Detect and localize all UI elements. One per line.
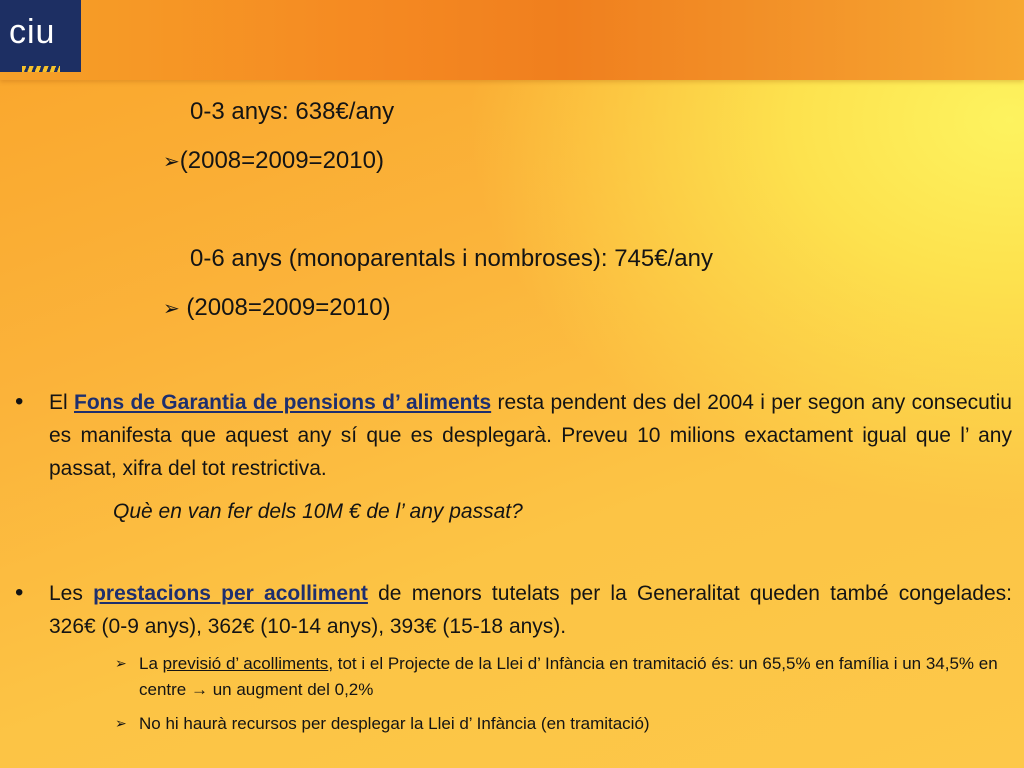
prestacions-prefix: Les	[49, 582, 94, 605]
previsio-acolliments-link[interactable]: previsió d’ acolliments	[162, 654, 329, 673]
years-text-1: (2008=2009=2010)	[179, 147, 384, 174]
sub1-prefix: La	[139, 654, 163, 673]
fons-text: resta pendent des del 2004 i per segon any consecutiu es manifesta que aquest any sí que es desplegarà. Preveu 10 milions exactament igual que l’ any passat, xifra del tot restrictiva.	[49, 391, 1012, 480]
logo-text: ciu	[9, 13, 56, 51]
arrow-item-1	[163, 145, 384, 177]
bullet-icon: •	[15, 579, 24, 606]
header-bar	[0, 0, 1024, 80]
years-text-2: (2008=2009=2010)	[179, 294, 391, 321]
arrow-bullet-icon: ➢	[115, 656, 127, 672]
arrow-bullet-icon: ➢	[163, 296, 180, 320]
right-arrow-icon: →	[190, 680, 208, 699]
logo-stripes	[22, 66, 60, 72]
prestacions-text: de menors tutelats per la Generalitat queden també congelades: 326€ (0-9 anys), 362€ (10-14 anys), 393€ (15-18 anys).	[49, 582, 1012, 638]
sub1-text: , tot i el Projecte de la Llei d’ Infància en tramitació és: un 65,5% en família i un 34,5% en centre	[139, 654, 998, 699]
sub-item-previsio	[139, 651, 1009, 703]
line-0-6-anys: 0-6 anys (monoparentals i nombroses): 745€/any	[190, 245, 713, 272]
fons-prefix: El	[49, 391, 74, 414]
bullet-icon: •	[15, 388, 24, 415]
prestacions-paragraph	[49, 577, 1012, 643]
line-0-3-anys: 0-3 anys: 638€/any	[190, 98, 395, 125]
arrow-bullet-icon: ➢	[115, 716, 127, 732]
sub-item-recursos: No hi haurà recursos per desplegar la Llei d’ Infància (en tramitació)	[139, 714, 650, 733]
arrow-item-2	[163, 292, 391, 324]
fons-garantia-link[interactable]: Fons de Garantia de pensions d’ aliments	[74, 391, 492, 414]
ciu-logo	[0, 0, 81, 72]
prestacions-acolliment-link[interactable]: prestacions per acolliment	[93, 582, 368, 605]
fons-paragraph	[49, 386, 1012, 485]
fons-question: Què en van fer dels 10M € de l’ any passat?	[113, 500, 523, 523]
arrow-bullet-icon: ➢	[163, 149, 180, 173]
sub1-end: un augment del 0,2%	[207, 680, 374, 699]
